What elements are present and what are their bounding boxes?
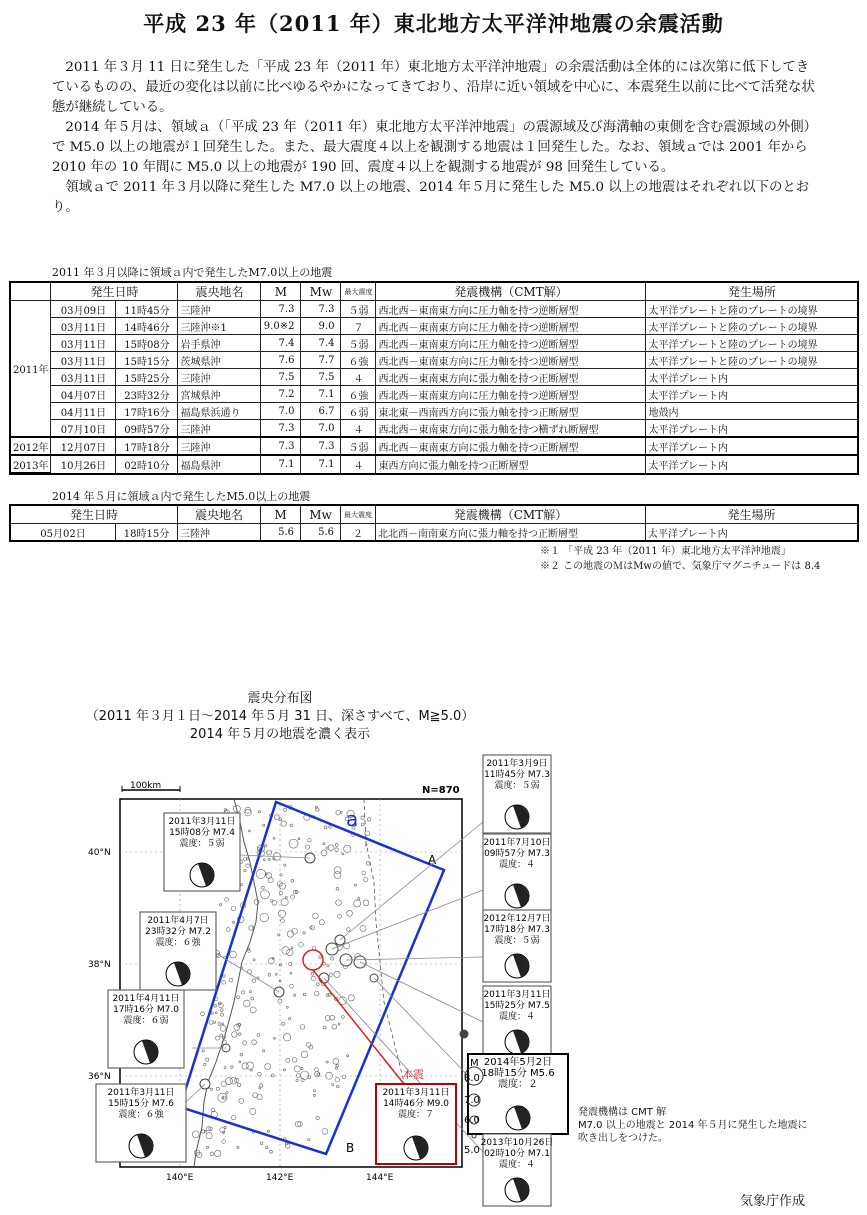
header-mechanism: 発震機構（CMT解） [376,283,646,301]
date-cell: 03月09日 [51,301,116,318]
location-cell: 太平洋プレートと陸のプレートの境界 [646,301,858,318]
intensity-cell: ４ [341,455,376,473]
mechanism-callout [481,1134,554,1206]
mechanism-cell: 西北西－東南東方向に張力軸を持つ横ずれ断層型 [376,420,646,438]
magnitude-cell: 7.5 [261,369,301,386]
header-max-intensity: 最大震度 [341,283,376,301]
table-row [11,301,858,318]
callout-text: 2011年3月11日 [483,990,551,1000]
callout-text: 02時10分 M7.1 [484,1149,550,1159]
callout-text: 2011年3月11日 [382,1088,450,1098]
place-cell: 三陸沖※1 [178,318,261,335]
magnitude-cell: 7.3 [261,437,301,455]
table-row [11,420,858,438]
callout-text: 震度：６弱 [123,1016,169,1026]
callout-text: 震度：４ [498,1160,536,1170]
paragraph-1: 2011 年３月 11 日に発生した「平成 23 年（2011 年）東北地方太平洋沖地震」の余震活動は全体的には次第に低下してきているものの、最近の変化は以前に比べゆるやかになってきており、沿岸に近い領域を中心に、本震発生以前に比べて活発な状態が継続している。 [52,60,815,115]
mw-cell: 5.6 [301,524,341,541]
location-cell: 太平洋プレート内 [646,369,858,386]
place-cell: 三陸沖 [178,369,261,386]
legend-note-3: 吹き出しをつけた。 [578,1133,668,1144]
callout-text: 震度：２ [498,1079,538,1090]
callout-text: 15時15分 M7.6 [108,1099,174,1109]
date-cell: 07月10日 [51,420,116,438]
map-title-line-2: （2011 年３月１日～2014 年５月 31 日、深さすべて、M≧5.0） [85,709,475,724]
mag-legend-7: 7.0 [464,1095,480,1106]
mainshock-label: 本震 [402,1068,424,1081]
mechanism-cell: 東北東－西南西方向に張力軸を持つ正断層型 [376,403,646,420]
corner-b-label: B [346,1141,355,1155]
event-count: N=870 [422,785,460,796]
date-cell: 10月26日 [51,455,116,473]
mw-cell: 7.0 [301,420,341,438]
header-mechanism: 発震機構（CMT解） [376,506,646,524]
location-cell: 太平洋プレート内 [646,455,858,473]
table-row [11,403,858,420]
mechanism-callout [483,755,551,833]
header-location: 発生場所 [646,283,858,301]
callout-text: 15時25分 M7.5 [484,1001,550,1011]
magnitude-cell: 7.2 [261,386,301,403]
date-cell: 03月11日 [51,369,116,386]
table-may2014-events [10,505,858,541]
header-location: 発生場所 [646,506,858,524]
callout-text: 震度：５弱 [179,839,225,849]
time-cell: 23時32分 [116,386,178,403]
header-place: 震央地名 [178,283,261,301]
mw-cell: 7.3 [301,437,341,455]
date-cell: 12月07日 [51,437,116,455]
place-cell: 岩手県沖 [178,335,261,352]
magnitude-cell: 5.6 [261,524,301,541]
mw-cell: 7.5 [301,369,341,386]
callout-text: 2014年5月2日 [483,1057,553,1068]
place-cell: 三陸沖 [178,301,261,318]
footnotes [540,544,820,574]
mw-cell: 7.4 [301,335,341,352]
scale-label: 100km [130,781,162,791]
location-cell: 太平洋プレート内 [646,386,858,403]
lon-label-142: 142°E [266,1173,294,1183]
callout-text: 2013年10月26日 [480,1138,554,1148]
time-cell: 11時45分 [116,301,178,318]
intensity-cell: ６強 [341,352,376,369]
callout-text: 15時08分 M7.4 [169,828,235,838]
mechanism-callout [164,813,240,891]
mechanism-cell: 西北西－東南東方向に圧力軸を持つ逆断層型 [376,301,646,318]
legend-note-1: 発震機構は CMT 解 [578,1107,667,1118]
location-cell: 太平洋プレートと陸のプレートの境界 [646,335,858,352]
time-cell: 15時15分 [116,352,178,369]
table-row [11,437,858,455]
header-datetime: 発生日時 [51,283,178,301]
callout-text: 震度：４ [498,860,536,870]
time-cell: 17時18分 [116,437,178,455]
mechanism-callout [468,1054,568,1134]
callout-text: 14時46分 M9.0 [383,1099,449,1109]
callout-text: 2011年4月11日 [112,994,180,1004]
magnitude-cell: 7.4 [261,335,301,352]
mechanism-callout [483,986,551,1058]
mechanism-callout [483,910,551,982]
footnote-1: ※１ 「平成 23 年（2011 年）東北地方太平洋沖地震」 [540,546,791,557]
callout-text: 2011年3月11日 [107,1088,175,1098]
date-cell: 04月11日 [51,403,116,420]
place-cell: 茨城県沖 [178,352,261,369]
header-mw: Mw [301,283,341,301]
callout-text: 09時57分 M7.3 [484,849,550,859]
table1-caption: 2011 年３月以降に領域ａ内で発生したM7.0以上の地震 [52,266,333,279]
callout-text: 17時16分 M7.0 [113,1005,179,1015]
lat-label-40: 40°N [88,848,111,858]
intensity-cell: ６弱 [341,403,376,420]
table-row [11,369,858,386]
callout-text: 震度：４ [498,1012,536,1022]
intensity-cell: ５弱 [341,335,376,352]
year-cell: 2011年 [11,301,51,438]
callout-text: 11時45分 M7.3 [484,770,550,780]
intensity-cell: ５弱 [341,437,376,455]
paragraph-3: 領域ａで 2011 年３月以降に発生した M7.0 以上の地震、2014 年５月に発生した M5.0 以上の地震はそれぞれ以下のとおり。 [52,180,810,215]
intensity-cell: ６強 [341,386,376,403]
location-cell: 太平洋プレート内 [646,420,858,438]
year-cell: 2012年 [11,437,51,455]
time-cell: 09時57分 [116,420,178,438]
location-cell: 太平洋プレート内 [646,524,858,541]
lon-label-140: 140°E [166,1173,194,1183]
lon-label-144: 144°E [366,1173,394,1183]
mag-legend-6: 6.0 [464,1115,480,1126]
magnitude-cell: 9.0※2 [261,318,301,335]
location-cell: 太平洋プレート内 [646,437,858,455]
map-title-line-1: 震央分布図 [247,691,313,706]
header-place: 震央地名 [178,506,261,524]
intensity-cell: ５弱 [341,301,376,318]
page-title: 平成 23 年（2011 年）東北地方太平洋沖地震の余震活動 [143,11,724,36]
callout-text: 震度：６強 [118,1110,164,1120]
mechanism-callout [140,912,216,990]
time-cell: 18時15分 [116,524,178,541]
time-cell: 15時25分 [116,369,178,386]
magnitude-cell: 7.3 [261,301,301,318]
table-row [11,335,858,352]
table-m7-events [10,282,858,474]
callout-text: 17時18分 M7.3 [484,925,550,935]
table-row [11,352,858,369]
intensity-cell: ７ [341,318,376,335]
mechanism-callout [376,1084,456,1164]
callout-text: 震度：６強 [155,938,201,948]
magnitude-cell: 7.0 [261,403,301,420]
table-row [11,455,858,473]
map-title [60,690,500,744]
mechanism-callout [483,834,551,912]
mag-legend-8: 8.0 [464,1073,480,1084]
mw-cell: 7.7 [301,352,341,369]
location-cell: 太平洋プレートと陸のプレートの境界 [646,352,858,369]
callout-text: 2011年3月11日 [168,817,236,827]
mechanism-cell: 北北西－南南東方向に張力軸を持つ正断層型 [376,524,646,541]
callout-text: 震度：５弱 [494,781,540,791]
magnitude-cell: 7.3 [261,420,301,438]
table-row [11,524,858,541]
table2-caption: 2014 年５月に領域ａ内で発生したM5.0以上の地震 [52,490,311,503]
header-mw: Mw [301,506,341,524]
mechanism-cell: 西北西－東南東方向に圧力軸を持つ逆断層型 [376,335,646,352]
intensity-cell: ２ [341,524,376,541]
mechanism-cell: 西北西－東南東方向に張力軸を持つ正断層型 [376,437,646,455]
year-cell: 2013年 [11,455,51,473]
date-cell: 04月07日 [51,386,116,403]
magnitude-cell: 7.6 [261,352,301,369]
mw-cell: 7.1 [301,386,341,403]
mechanism-cell: 西北西－東南東方向に圧力軸を持つ逆断層型 [376,352,646,369]
legend-note-2: M7.0 以上の地震と 2014 年５月に発生した地震に [578,1120,808,1131]
header-m: M [261,506,301,524]
map-title-line-3: 2014 年５月の地震を濃く表示 [189,727,371,742]
intensity-cell: ４ [341,420,376,438]
place-cell: 三陸沖 [178,420,261,438]
place-cell: 三陸沖 [178,524,261,541]
time-cell: 15時08分 [116,335,178,352]
mag-legend-5: 5.0 [464,1145,480,1156]
callout-text: 2012年12月7日 [483,914,551,924]
date-cell: 03月11日 [51,318,116,335]
place-cell: 福島県沖 [178,455,261,473]
mechanism-cell: 西北西－東南東方向に圧力軸を持つ逆断層型 [376,386,646,403]
time-cell: 17時16分 [116,403,178,420]
time-cell: 02時10分 [116,455,178,473]
magnitude-cell: 7.1 [261,455,301,473]
callout-text: 2011年3月9日 [486,759,548,769]
mechanism-cell: 西北西－東南東方向に張力軸を持つ正断層型 [376,369,646,386]
mw-cell: 7.1 [301,455,341,473]
mechanism-callout [96,1084,186,1162]
mechanism-cell: 東西方向に張力軸を持つ正断層型 [376,455,646,473]
paragraph-2: 2014 年５月は、領域ａ（「平成 23 年（2011 年）東北地方太平洋沖地震」の震源域及び海溝軸の東側を含む震源域の外側）で M5.0 以上の地震が１回発生した。また、最大震度４以上を観測する地震は１回発生した。なお、領域ａでは 2001 年から 2010 年の 10 年間に M5.0 以上の地震が 190 回、震度４以上を観測する地震が 98 回発生している。 [52,120,818,175]
header-datetime: 発生日時 [11,506,178,524]
place-cell: 三陸沖 [178,437,261,455]
header-m: M [261,283,301,301]
mag-legend-title: M [470,1058,479,1069]
lat-label-36: 36°N [88,1072,111,1082]
place-cell: 福島県浜通り [178,403,261,420]
mechanism-callout [108,990,184,1068]
callout-text: 震度：７ [397,1110,435,1120]
header-max-intensity: 最大震度 [341,506,376,524]
footnote-2: ※２ この地震のＭはMwの値で、気象庁マグニチュードは 8.4 [540,561,821,572]
region-a-label: a [346,807,359,831]
callout-text: 23時32分 M7.2 [145,927,211,937]
time-cell: 14時46分 [116,318,178,335]
date-cell: 03月11日 [51,352,116,369]
callout-text: 2011年7月10日 [483,838,551,848]
callout-text: 震度：５弱 [494,936,540,946]
credit: 気象庁作成 [740,1194,806,1209]
location-cell: 地殻内 [646,403,858,420]
callout-text: 2011年4月7日 [147,916,209,926]
location-cell: 太平洋プレートと陸のプレートの境界 [646,318,858,335]
date-cell: 03月11日 [51,335,116,352]
table-row [11,386,858,403]
legend-note [578,1106,808,1145]
mechanism-cell: 西北西－東南東方向に圧力軸を持つ逆断層型 [376,318,646,335]
callout-text: 18時15分 M5.6 [481,1068,555,1079]
body-text [52,58,822,218]
mw-cell: 7.3 [301,301,341,318]
mw-cell: 6.7 [301,403,341,420]
table-row [11,318,858,335]
intensity-cell: ４ [341,369,376,386]
lat-label-38: 38°N [88,960,111,970]
place-cell: 宮城県沖 [178,386,261,403]
corner-a-label: A [428,853,437,867]
mw-cell: 9.0 [301,318,341,335]
date-cell: 05月02日 [11,524,116,541]
